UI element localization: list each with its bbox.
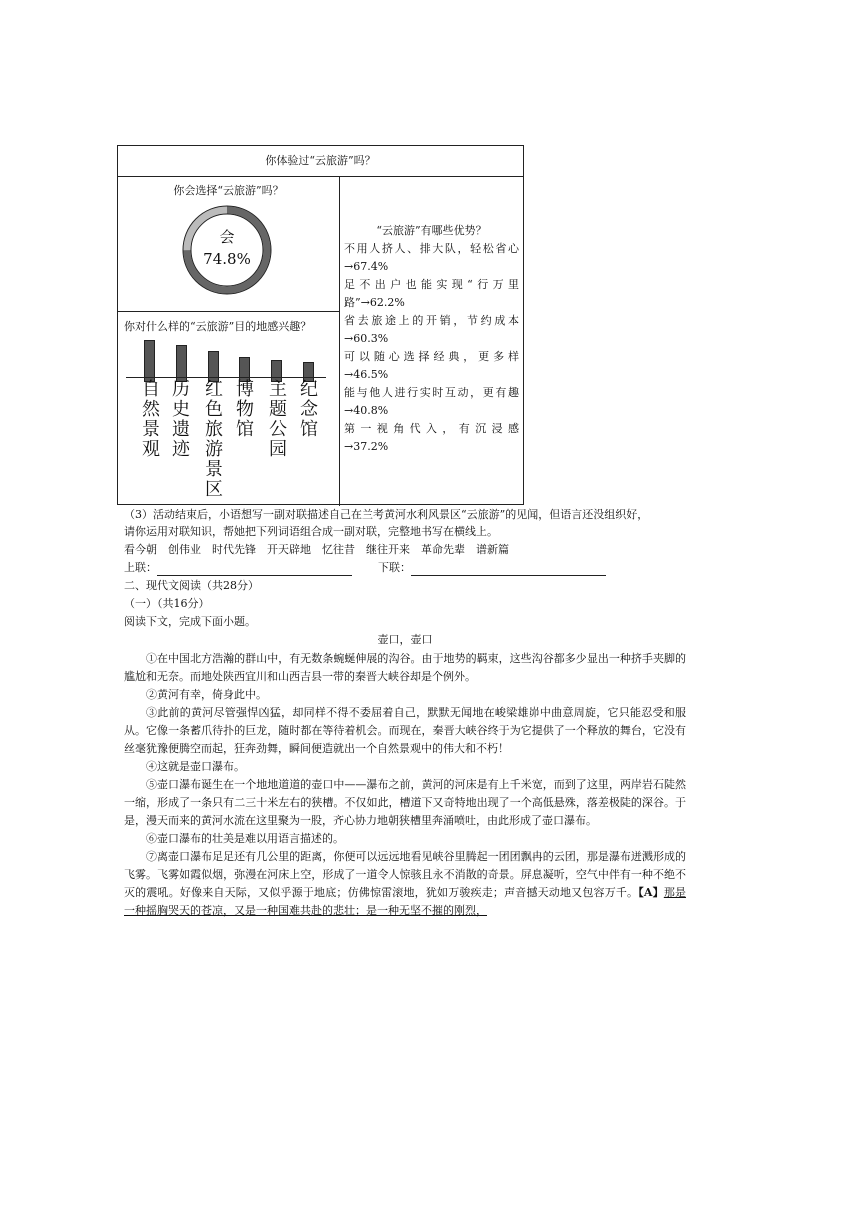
ring-value: 74.8% xyxy=(203,250,251,268)
upper-label: 上联： xyxy=(124,561,157,574)
advantage-line: 能与他人进行实时互动，更有趣 xyxy=(344,386,519,399)
advantage-line: 省去旅途上的开销，节约成本 xyxy=(344,314,519,327)
advantage-line: →37.2% xyxy=(344,440,389,453)
table-divider-vertical xyxy=(339,176,340,506)
interest-label: 纪念馆 xyxy=(300,379,318,440)
paragraph: ⑥壶口瀑布的壮美是难以用语言描述的。 xyxy=(146,832,344,845)
interest-bars xyxy=(118,332,339,382)
table-divider-horizontal xyxy=(118,311,339,312)
paragraph-text: ⑦离壶口瀑布足足还有几公里的距离，你便可以远远地看见峡谷里腾起一团团飘冉的云团，那是瀑布迸溅形成的飞雾。飞雾如霞似烟，弥漫在河床上空，形成了一道令人惊骇且永不消散的奇景。屏息凝听，空气中伴有一种不绝不灭的震吼。好像来自天际，又似乎源于地底；仿佛惊雷滚地，犹如万骏疾走；声音撼天动地又包容万千。 xyxy=(124,850,686,899)
section-title: 二、现代文阅读（共28分） xyxy=(124,579,259,592)
section-sub: （一）（共16分） xyxy=(124,597,210,610)
advantage-line: 第一视角代入，有沉浸感 xyxy=(344,422,519,435)
interest-label: 主题公园 xyxy=(269,379,287,460)
paragraph: ③此前的黄河尽管强悍凶猛，却同样不得不委屈着自己，默默无闻地在峻梁雄峁中曲意周旋，它只能忍受和服从。它像一条蓄爪待扑的巨龙，随时都在等待着机会。而现在，秦晋大峡谷终于为它提供了一个释放的舞台，它没有丝毫犹豫便腾空而起，狂奔劲舞，瞬间便造就出一个自然景观中的伟大和不朽！ xyxy=(124,706,686,755)
survey-table xyxy=(117,145,524,505)
advantage-line: 可以随心选择经典，更多样 xyxy=(344,350,519,363)
advantages-title: “云旅游”有哪些优势？ xyxy=(376,224,487,237)
advantage-line: →67.4% xyxy=(344,260,389,273)
paragraph: ④这就是壶口瀑布。 xyxy=(146,760,245,773)
paragraph: ①在中国北方浩瀚的群山中，有无数条蜿蜒伸展的沟谷。由于地势的羁束，这些沟谷都多少显出一种挤手夹脚的尴尬和无奈。而地处陕西宜川和山西吉县一带的秦晋大峡谷却是个例外。 xyxy=(124,652,686,683)
interest-question: 你对什么样的“云旅游”目的地感兴趣？ xyxy=(124,320,312,333)
q3-line-2: 请你运用对联知识，帮她把下列词语组合成一副对联，完整地书写在横线上。 xyxy=(124,525,498,538)
marker-a: 【A】 xyxy=(638,886,664,899)
upper-answer-line[interactable] xyxy=(157,561,352,576)
advantage-line: 足不出户也能实现“行万里 xyxy=(344,278,519,291)
advantage-line: 路”→62.2% xyxy=(344,296,405,309)
interest-label: 博物馆 xyxy=(236,379,254,440)
instruction: 阅读下文，完成下面小题。 xyxy=(124,615,256,628)
survey-header: 你体验过“云旅游”吗？ xyxy=(118,146,523,177)
q3-line-1: （3）活动结束后，小语想写一副对联描述自己在兰考黄河水利风景区“云旅游”的见闻，但语言还没组织好， xyxy=(124,508,649,521)
article-title: 壶口，壶口 xyxy=(377,633,433,646)
couplet-lines xyxy=(124,560,606,576)
lower-answer-line[interactable] xyxy=(411,561,606,576)
advantage-line: →60.3% xyxy=(344,332,389,345)
advantage-line: →46.5% xyxy=(344,368,389,381)
interest-bar xyxy=(144,340,155,382)
paragraph: ⑤壶口瀑布诞生在一个地地道道的壶口中——瀑布之前，黄河的河床是有上千米宽，而到了这里，两岸岩石陡然一缩，形成了一条只有二三十米左右的狭槽。不仅如此，槽道下又奇特地出现了一个高低悬殊，落差极陡的深谷。于是，漫天而来的黄河水流在这里聚为一股，齐心协力地朝狭槽里奔涌喷吐，由此形成了壶口瀑布。 xyxy=(124,778,686,827)
paragraph xyxy=(124,848,686,920)
interest-label: 红色旅游景区 xyxy=(205,379,223,500)
paragraph: ②黄河有幸，倚身此中。 xyxy=(146,688,267,701)
advantages-list xyxy=(344,222,519,456)
interest-label: 历史遗迹 xyxy=(172,379,190,460)
bars-axis xyxy=(126,377,326,378)
q3-words: 看今朝 创伟业 时代先锋 开天辟地 忆往昔 继往开来 革命先辈 谱新篇 xyxy=(124,543,509,556)
advantage-line: →40.8% xyxy=(344,404,389,417)
advantage-line: 不用人挤人、排大队，轻松省心 xyxy=(344,242,519,255)
interest-label: 自然景观 xyxy=(142,379,160,460)
choose-question: 你会选择“云旅游”吗？ xyxy=(173,184,284,197)
lower-label: 下联： xyxy=(378,561,411,574)
ring-text xyxy=(182,226,272,270)
underlined-sentence: 那是一种摇胸哭天的苍凉，又是一种国难共赴的悲壮；是一种无坚不摧的刚烈， xyxy=(124,886,686,917)
article-body xyxy=(124,650,686,920)
ring-label: 会 xyxy=(219,228,235,246)
